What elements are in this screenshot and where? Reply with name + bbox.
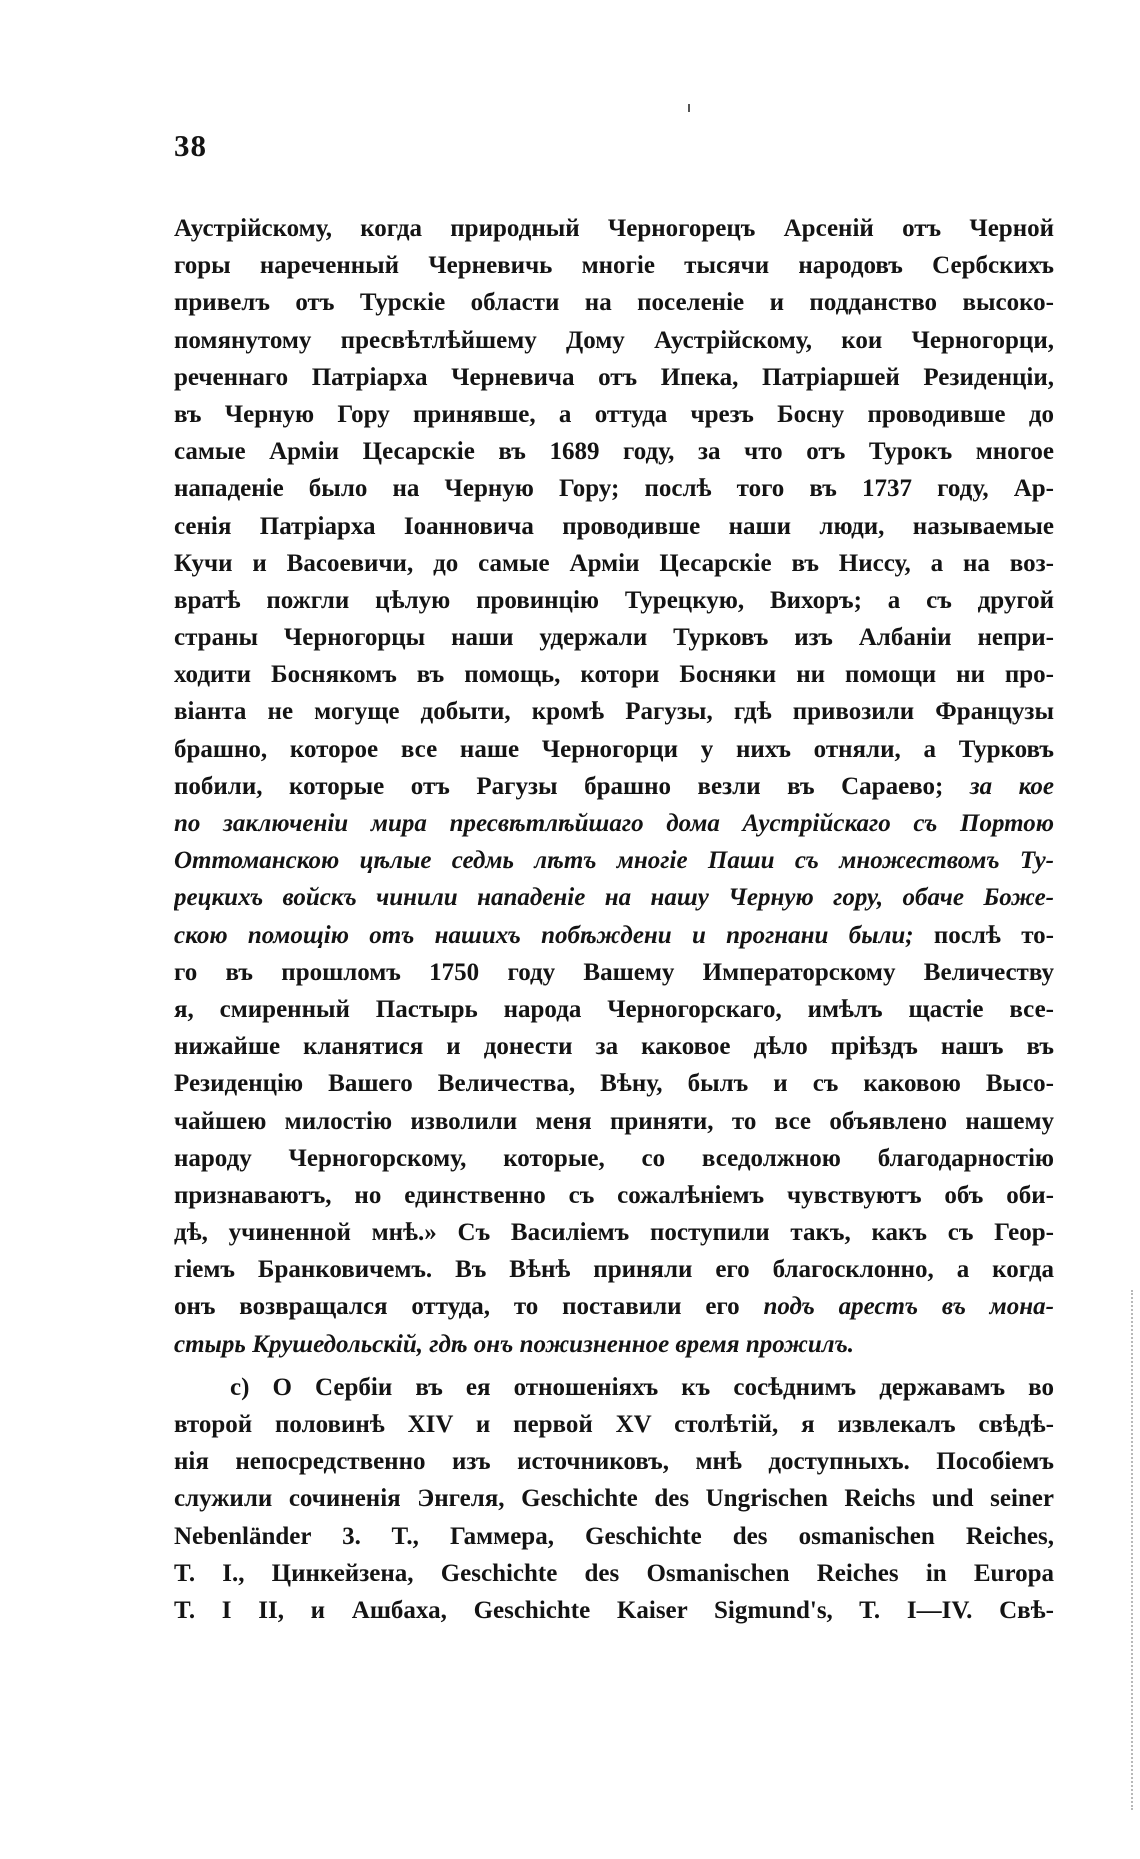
text-line	[174, 359, 1054, 396]
text-segment: нападеніе было на Черную Гору; послѣ того въ 1737 году, Ар-	[174, 475, 1054, 503]
italic-segment: за кое	[969, 772, 1054, 800]
text-line	[174, 917, 1054, 954]
text-line	[174, 991, 1054, 1028]
text-line	[174, 433, 1054, 470]
paragraph-2	[174, 1369, 1054, 1629]
text-segment: чайшею милостію изволили меня приняти, то все объявлено нашему	[174, 1107, 1054, 1135]
italic-segment: скою помощію отъ нашихъ побѣждени и прогнани были;	[174, 921, 914, 949]
text-segment: онъ возвращался оттуда, то поставили его	[174, 1293, 764, 1321]
text-segment: признаваютъ, но единственно съ сожалѣніемъ чувствуютъ объ оби-	[174, 1181, 1054, 1209]
text-segment: Кучи и Васоевичи, до самые Арміи Цесарскіе въ Ниссу, а на воз-	[174, 549, 1054, 577]
text-segment: брашно, которое все наше Черногорци у нихъ отняли, а Турковъ	[174, 735, 1054, 763]
italic-segment: стырь Крушедольскій, гдѣ онъ пожизненное время прожилъ.	[174, 1330, 855, 1358]
text-segment: самые Арміи Цесарскіе въ 1689 году, за что отъ Турокъ многое	[174, 438, 1054, 466]
text-segment: віанта не могуще добыти, кромѣ Рагузы, гдѣ привозили Французы	[174, 698, 1054, 726]
italic-segment: рецкихъ войскъ чинили нападеніе на нашу Черную гору, обаче Боже-	[174, 884, 1054, 912]
text-line	[174, 656, 1054, 693]
text-line	[174, 1065, 1054, 1102]
text-line: Nebenländer 3. T., Гаммера, Geschichte des osmanischen Reiches,	[174, 1522, 1054, 1550]
italic-segment: Оттоманскою цѣлые седмь лѣтъ многіе Паши съ множествомъ Ту-	[174, 847, 1054, 875]
text-line	[174, 1103, 1054, 1140]
text-segment: сенія Патріарха Іоанновича проводивше наши люди, называемые	[174, 512, 1054, 540]
text-line	[174, 1177, 1054, 1214]
text-line: второй половинѣ XIV и первой XV столѣтій, я извлекалъ свѣдѣ-	[174, 1411, 1054, 1438]
text-line	[174, 247, 1054, 284]
text-segment: реченнаго Патріарха Черневича отъ Ипека, Патріаршей Резиденціи,	[174, 363, 1054, 391]
text-line	[174, 545, 1054, 582]
text-line	[174, 1214, 1054, 1251]
text-line: служили сочиненія Энгеля, Geschichte des Ungrischen Reichs und seiner	[174, 1485, 1054, 1513]
paragraph-1	[174, 210, 1054, 1363]
text-segment: страны Черногорцы наши удержали Турковъ изъ Албаніи непри-	[174, 624, 1054, 652]
text-line	[174, 768, 1054, 805]
text-line: T. I., Цинкейзена, Geschichte des Osmanischen Reiches in Europa	[174, 1559, 1054, 1587]
body-text	[174, 210, 1054, 1629]
text-line	[174, 322, 1054, 359]
text-segment: Аустрійскому, когда природный Черногорецъ Арсеній отъ Черной	[174, 215, 1054, 242]
text-line	[174, 210, 1054, 247]
text-segment: въ Черную Гору принявше, а оттуда чрезъ Босну проводивше до	[174, 400, 1054, 428]
text-line	[174, 1326, 1054, 1363]
text-segment: вратѣ пожгли цѣлую провинцію Турецкую, Вихоръ; а съ другой	[174, 586, 1054, 614]
page-number: 38	[174, 128, 207, 163]
text-segment: послѣ то-	[913, 921, 1054, 949]
text-line	[174, 582, 1054, 619]
text-segment: Резиденцію Вашего Величества, Вѣну, былъ и съ каковою Высо-	[174, 1070, 1054, 1098]
text-line	[174, 1288, 1054, 1325]
text-segment: народу Черногорскому, которые, со вседолжною благодарностію	[174, 1144, 1054, 1172]
text-line	[174, 1028, 1054, 1065]
text-line	[174, 619, 1054, 656]
text-line	[174, 879, 1054, 916]
text-segment: ходити Боснякомъ въ помощь, котори Босняки ни помощи ни про-	[174, 661, 1054, 689]
text-line	[174, 842, 1054, 879]
text-segment: гіемъ Бранковичемъ. Въ Вѣнѣ приняли его благосклонно, а когда	[174, 1256, 1054, 1284]
text-segment: помянутому пресвѣтлѣйшему Дому Аустрійскому, кои Черногорци,	[174, 326, 1054, 354]
text-line	[174, 470, 1054, 507]
text-line	[174, 284, 1054, 321]
text-line	[174, 1140, 1054, 1177]
text-segment: я, смиренный Пастырь народа Черногорскаго, имѣлъ щастіе все-	[174, 995, 1054, 1023]
text-line	[174, 508, 1054, 545]
text-segment: горы нареченный Черневичь многіе тысячи народовъ Сербскихъ	[174, 252, 1054, 280]
text-segment: побили, которые отъ Рагузы брашно везли въ Сараево;	[174, 772, 970, 800]
text-line	[174, 693, 1054, 730]
print-speck	[688, 104, 690, 112]
text-line	[174, 396, 1054, 433]
text-line	[174, 954, 1054, 991]
text-segment: нижайше кланятися и донести за каковое дѣло пріѣздъ нашъ въ	[174, 1033, 1054, 1061]
italic-segment: подъ арестъ въ мона-	[763, 1293, 1054, 1321]
text-line	[174, 731, 1054, 768]
text-line: с) О Сербіи въ ея отношеніяхъ къ сосѣднимъ державамъ во	[230, 1373, 1054, 1401]
text-line: нія непосредственно изъ источниковъ, мнѣ доступныхъ. Пособіемъ	[174, 1448, 1054, 1476]
text-segment: го въ прошломъ 1750 году Вашему Императорскому Величеству	[174, 958, 1054, 986]
page-edge-mark	[1131, 1290, 1135, 1810]
text-segment: дѣ, учиненной мнѣ.» Съ Василіемъ поступили такъ, какъ съ Геор-	[174, 1219, 1054, 1247]
italic-segment: по заключеніи мира пресвѣтлѣйшаго дома Аустрійскаго съ Портою	[174, 810, 1054, 837]
text-line: T. I II, и Ашбаха, Geschichte Kaiser Sigmund's, T. I—IV. Свѣ-	[174, 1596, 1054, 1624]
text-line	[174, 1251, 1054, 1288]
text-segment: привелъ отъ Турскіе области на поселеніе и подданство высоко-	[174, 289, 1054, 317]
text-line	[174, 805, 1054, 842]
